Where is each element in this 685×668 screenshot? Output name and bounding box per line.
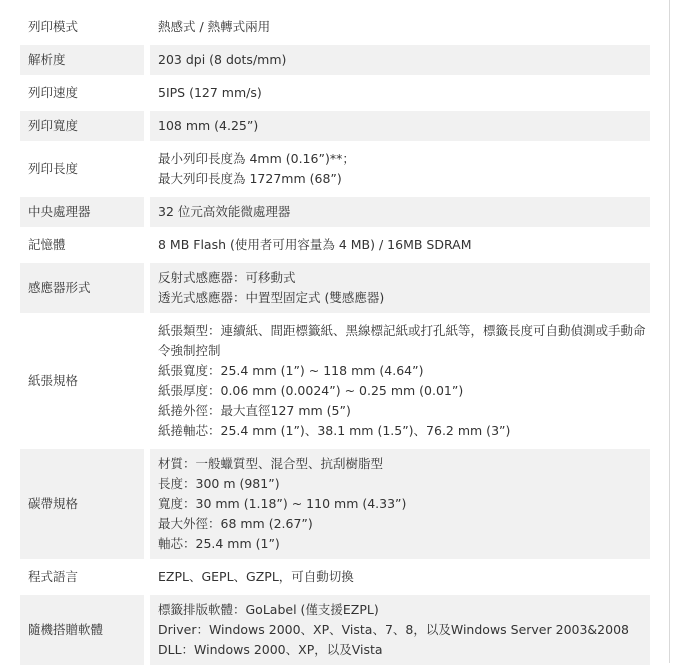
spec-row-language [20, 562, 650, 592]
spec-value-line: 長度：300 m (981”) [158, 476, 280, 491]
content-right-border [669, 0, 670, 663]
spec-row-print-length [20, 144, 650, 194]
spec-value-line: 32 位元高效能微處理器 [158, 204, 291, 219]
spec-row-print-width [20, 111, 650, 141]
spec-label: 碳帶規格 [20, 449, 144, 559]
spec-table [20, 9, 650, 668]
spec-value-line: 軸芯：25.4 mm (1”) [158, 536, 280, 551]
spec-value [150, 316, 650, 446]
spec-value [150, 230, 650, 260]
spec-value [150, 12, 650, 42]
spec-value-line: 203 dpi (8 dots/mm) [158, 52, 287, 67]
spec-value-line: 8 MB Flash (使用者可用容量為 4 MB) / 16MB SDRAM [158, 237, 472, 252]
spec-value-line: 紙捲外徑：最大直徑127 mm (5”) [158, 403, 351, 418]
spec-value [150, 449, 650, 559]
spec-value-line: 透光式感應器：中置型固定式 (雙感應器) [158, 290, 385, 305]
spec-row-print-speed [20, 78, 650, 108]
spec-value-line: 紙張類型：連續紙、間距標籤紙、黑線標記紙或打孔紙等，標籤長度可自動偵測或手動命令強制控制 [158, 323, 646, 358]
spec-value [150, 562, 650, 592]
spec-label: 隨機搭贈軟體 [20, 595, 144, 665]
spec-label: 列印模式 [20, 12, 144, 42]
spec-value-line: 標籤排版軟體：GoLabel (僅支援EZPL) [158, 602, 379, 617]
spec-row-media [20, 316, 650, 446]
spec-row-resolution [20, 45, 650, 75]
spec-value [150, 144, 650, 194]
spec-value [150, 197, 650, 227]
spec-label: 列印寬度 [20, 111, 144, 141]
spec-value-line: 108 mm (4.25”) [158, 118, 259, 133]
spec-value [150, 263, 650, 313]
spec-row-print-mode [20, 12, 650, 42]
spec-label: 感應器形式 [20, 263, 144, 313]
spec-value-line: 紙張寬度：25.4 mm (1”) ~ 118 mm (4.64”) [158, 363, 424, 378]
spec-row-memory [20, 230, 650, 260]
spec-label: 記憶體 [20, 230, 144, 260]
spec-value [150, 595, 650, 665]
spec-row-cpu [20, 197, 650, 227]
spec-label: 程式語言 [20, 562, 144, 592]
spec-label: 列印長度 [20, 144, 144, 194]
spec-label: 紙張規格 [20, 316, 144, 446]
spec-value-line: 寬度：30 mm (1.18”) ~ 110 mm (4.33”) [158, 496, 407, 511]
spec-value-line: 最大外徑：68 mm (2.67”) [158, 516, 313, 531]
spec-value [150, 78, 650, 108]
spec-value-line: 反射式感應器：可移動式 [158, 270, 296, 285]
spec-row-software [20, 595, 650, 665]
spec-value-line: DLL：Windows 2000、XP，以及Vista [158, 642, 383, 657]
spec-value [150, 45, 650, 75]
spec-value [150, 111, 650, 141]
spec-value-line: 熱感式 / 熱轉式兩用 [158, 19, 271, 34]
spec-label: 解析度 [20, 45, 144, 75]
spec-value-line: 紙捲軸芯：25.4 mm (1”)、38.1 mm (1.5”)、76.2 mm (3”) [158, 423, 511, 438]
spec-value-line: Driver：Windows 2000、XP、Vista、7、8，以及Windows Server 2003&2008 [158, 622, 629, 637]
spec-label: 中央處理器 [20, 197, 144, 227]
spec-value-line: 紙張厚度：0.06 mm (0.0024”) ~ 0.25 mm (0.01”) [158, 383, 464, 398]
spec-label: 列印速度 [20, 78, 144, 108]
spec-value-line: EZPL、GEPL、GZPL，可自動切換 [158, 569, 354, 584]
spec-value-line: 材質：一般蠟質型、混合型、抗刮樹脂型 [158, 456, 384, 471]
spec-value-line: 5IPS (127 mm/s) [158, 85, 262, 100]
spec-value-line: 最小列印長度為 4mm (0.16”)**； [158, 151, 355, 166]
spec-value-line: 最大列印長度為 1727mm (68”) [158, 171, 342, 186]
spec-row-sensor [20, 263, 650, 313]
spec-row-ribbon [20, 449, 650, 559]
